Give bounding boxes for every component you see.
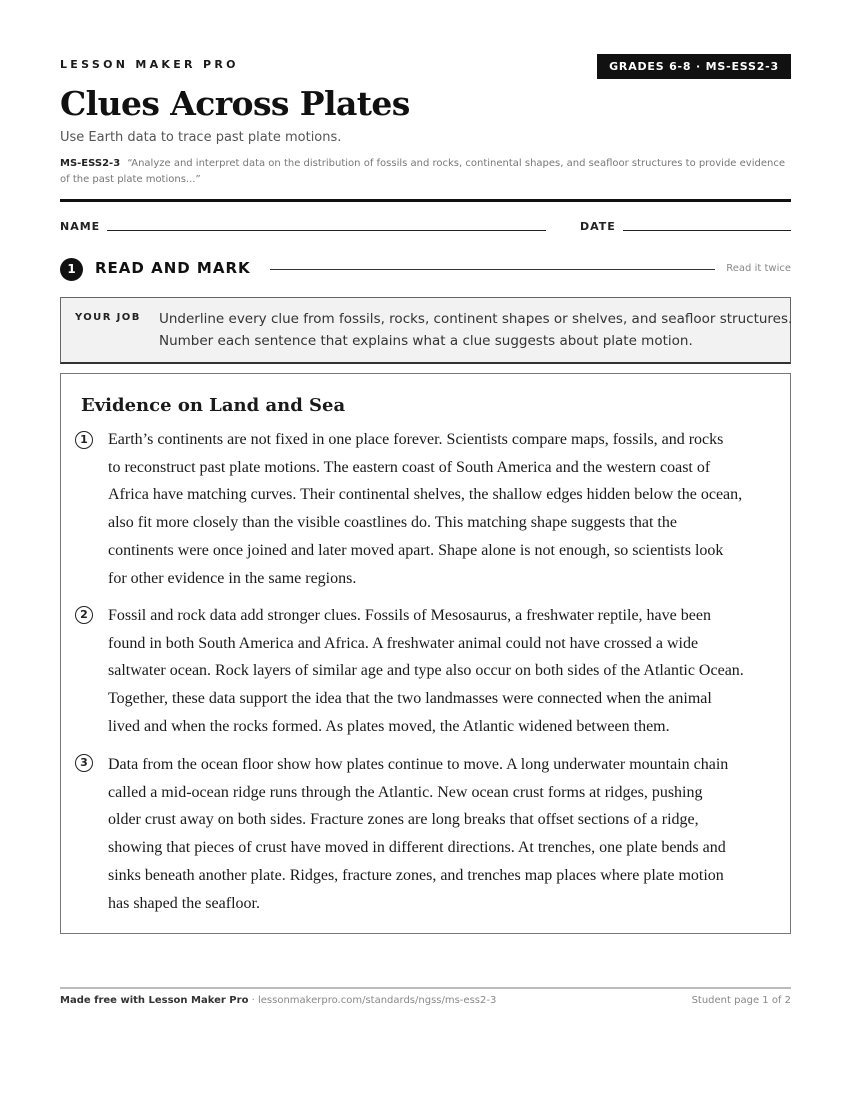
your-job-box — [60, 297, 791, 364]
paragraph-line: sinks beneath another plate. Ridges, fracture zones, and trenches map places where plate motion — [108, 866, 724, 884]
footer-url-link[interactable]: lessonmakerpro.com/standards/ngss/ms-ess2-3 — [257, 995, 497, 1006]
brand-name: LESSON MAKER PRO — [60, 58, 239, 71]
name-field[interactable] — [107, 230, 546, 231]
your-job-instructions — [159, 308, 793, 352]
paragraph-line: Africa have matching curves. Their continental shelves, the shallow edges hidden below the ocean, — [108, 486, 743, 504]
instruction-line: Number each sentence that explains what a clue suggests about plate motion. — [159, 333, 693, 349]
standard-code: MS-ESS2-3 — [60, 158, 121, 169]
name-label: NAME — [60, 220, 101, 233]
date-field[interactable] — [623, 230, 791, 231]
paragraph-line: found in both South America and Africa. A freshwater animal could not have crossed a wide — [108, 634, 699, 652]
paragraph-line: older crust away on both sides. Fracture zones are long breaks that offset sections of a ridge, — [108, 811, 699, 829]
paragraph-number-2: 2 — [75, 606, 93, 624]
paragraph-number-3: 3 — [75, 754, 93, 772]
paragraph-1 — [108, 426, 780, 592]
paragraph-line: lived and when the rocks formed. As plates moved, the Atlantic widened between them. — [108, 717, 670, 735]
section-note: Read it twice — [726, 263, 791, 274]
paragraph-line: to reconstruct past plate motions. The eastern coast of South America and the western coast of — [108, 458, 711, 476]
paragraph-2 — [108, 602, 780, 741]
standard-quote: “Analyze and interpret data on the distribution of fossils and rocks, continental shapes, and seafloor structures to provide evidence of the past plate motions...” — [60, 158, 785, 185]
footer-made-with: Made free with Lesson Maker Pro — [60, 995, 249, 1006]
footer-divider — [60, 987, 791, 989]
grade-standard-badge: GRADES 6-8 · MS-ESS2-3 — [597, 54, 791, 79]
paragraph-number-1: 1 — [75, 431, 93, 449]
standard-statement — [60, 156, 791, 188]
paragraph-line: continents were once joined and later moved apart. Shape alone is not enough, so scientists look — [108, 541, 724, 559]
paragraph-line: showing that pieces of crust have moved in different directions. At trenches, one plate bends and — [108, 839, 726, 857]
worksheet-page — [60, 0, 791, 1100]
paragraph-line: saltwater ocean. Rock layers of similar age and type also occur on both sides of the Atlantic Ocean. — [108, 662, 744, 680]
paragraph-line: Together, these data support the idea that the two landmasses were connected when the animal — [108, 690, 712, 708]
paragraph-line: for other evidence in the same regions. — [108, 569, 357, 587]
paragraph-line: Fossil and rock data add stronger clues. Fossils of Mesosaurus, a freshwater reptile, have been — [108, 607, 711, 624]
your-job-label: YOUR JOB — [75, 312, 141, 323]
footer-separator: · — [248, 995, 258, 1006]
reading-title: Evidence on Land and Sea — [81, 395, 346, 416]
date-label: DATE — [580, 220, 616, 233]
paragraph-3 — [108, 751, 780, 917]
reading-passage-box — [60, 373, 791, 934]
instruction-line: Underline every clue from fossils, rocks, continent shapes or shelves, and seafloor structures. — [159, 311, 793, 327]
section-number-badge: 1 — [60, 258, 83, 281]
page-subtitle: Use Earth data to trace past plate motions. — [60, 130, 342, 145]
paragraph-line: also fit more closely than the visible coastlines do. This matching shape suggests that the — [108, 514, 677, 532]
paragraph-line: called a mid-ocean ridge runs through the Atlantic. New ocean crust forms at ridges, pushing — [108, 783, 703, 801]
header-divider — [60, 199, 791, 202]
footer-credit — [60, 995, 496, 1006]
paragraph-line: Earth’s continents are not fixed in one place forever. Scientists compare maps, fossils, and rocks — [108, 431, 724, 448]
footer-page-number: Student page 1 of 2 — [691, 995, 791, 1006]
page-title: Clues Across Plates — [60, 84, 410, 123]
section-divider — [270, 269, 715, 270]
section-title: READ AND MARK — [95, 259, 251, 277]
paragraph-line: has shaped the seafloor. — [108, 894, 260, 912]
paragraph-line: Data from the ocean floor show how plates continue to move. A long underwater mountain chain — [108, 756, 729, 773]
